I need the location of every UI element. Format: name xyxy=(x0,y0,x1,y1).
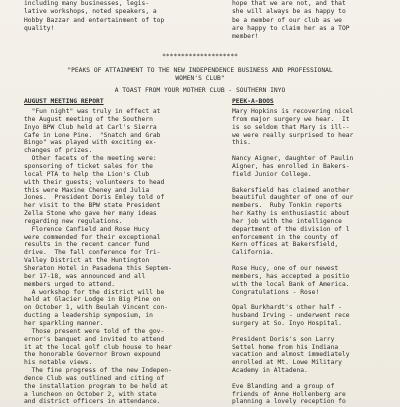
right-column-line: Nancy Aigner, daughter of Paulin xyxy=(232,155,354,163)
right-column-line: her job with the intelligence xyxy=(232,217,342,225)
headline-line-2: WOMEN'S CLUB" xyxy=(175,75,225,82)
top-right-line: she will always be as happy to xyxy=(232,8,346,16)
right-column-line: Aigner, has enrolled in Bakers- xyxy=(232,162,350,170)
left-column-line: the August meeting of the Southern xyxy=(24,115,153,123)
left-column-line: Valley District at the Huntington xyxy=(24,257,150,265)
left-column-line: regarding new regulations. xyxy=(24,217,123,225)
top-right-line: are happy to claim her as a TOP xyxy=(232,24,350,32)
right-column-line: Eve Blanding and a group of xyxy=(232,382,335,390)
right-column-line: friends of Anne Hollenberg are xyxy=(232,390,346,398)
right-column-line: is so seldom that Mary is ill-- xyxy=(232,123,350,131)
right-column-line: department of the division of l xyxy=(232,225,350,233)
right-column-line: Congratulations - Rose! xyxy=(232,288,320,296)
right-column-line: vacation and almost immediately xyxy=(232,351,350,359)
star-divider: ******************** xyxy=(162,53,238,60)
right-column-line: members. Ruby Tonkin reports xyxy=(232,202,342,210)
left-column-line: held at Glacier Lodge in Big Pine on xyxy=(24,296,161,304)
top-right-line: be a member of our club as we xyxy=(232,16,342,24)
left-column-line: ernor's banquet and invited to attend xyxy=(24,335,165,343)
left-column-line: members urged to attend. xyxy=(24,280,115,288)
left-column-line: changes of prizes. xyxy=(24,147,93,155)
left-column-line: "Fun night" was truly in effect at xyxy=(24,108,161,115)
right-column-line: California. xyxy=(232,249,274,257)
top-right-line: member! xyxy=(232,33,259,41)
right-column-line: with the local Bank of America. xyxy=(232,280,350,288)
left-column-line: Bingo" was played with exciting ex- xyxy=(24,139,157,147)
left-column-line: Other facets of the meeting were: xyxy=(24,155,157,163)
right-column-line: field Junior College. xyxy=(232,170,312,178)
subheadline: A TOAST FROM YOUR MOTHER CLUB - SOUTHERN INYO xyxy=(114,87,286,94)
top-left-line: lative workshops, noted speakers, a xyxy=(24,8,157,16)
left-column-line: drive. The fall conference for Tri- xyxy=(24,249,161,257)
right-column-heading: PEEK-A-BOOS xyxy=(232,98,274,105)
left-column-heading: AUGUST MEETING REPORT xyxy=(24,98,104,105)
top-left-line: including many businesses, legis- xyxy=(24,0,150,7)
left-column-line: Inyo BPW Club held at Carl's Sierra xyxy=(24,123,157,131)
left-column-line: Sheraton Hotel in Pasadena this Septem- xyxy=(24,265,172,272)
headline-line-1: "PEAKS OF ATTAINMENT TO THE NEW INDEPENDENCE BUSINESS AND PROFESSIONAL xyxy=(67,67,333,74)
left-column-line: her visit to the BPW state President xyxy=(24,202,161,210)
left-column-line: Florence Canfield and Rose Hucy xyxy=(24,225,150,233)
left-column-line: his notable views. xyxy=(24,359,93,367)
left-column-line: A workshop for the district will be xyxy=(24,288,165,296)
right-column-line: husband Irving - underwent rece xyxy=(232,312,350,320)
right-column-line: Kern offices at Bakersfield, xyxy=(232,241,339,249)
left-column-line: sponsoring of ticket sales for the xyxy=(24,162,153,170)
left-column-line: on October 1, with Beulah Vincent con- xyxy=(24,304,169,312)
left-column-line: the honorable Governor Brown expound xyxy=(24,351,161,359)
right-column-line: beautiful daughter of one of our xyxy=(232,194,354,202)
left-column-line: and district officers in attendance. xyxy=(24,398,161,406)
left-column-line: with their guests; volunteers to head xyxy=(24,178,165,186)
right-column-line: planning a lovely reception fo xyxy=(232,398,346,406)
right-column-line: her Kathy is enthusiastic about xyxy=(232,210,350,218)
left-column-line: local PTA to help the Lion's Club xyxy=(24,170,150,178)
right-column-line: surgery at So. Inyo Hospital. xyxy=(232,319,342,327)
top-left-line: quality! xyxy=(24,24,55,32)
left-column-line: ducting a leadership symposium, in xyxy=(24,312,153,320)
right-column-line: we were really surprised to hear xyxy=(232,131,354,139)
right-column-line: members, has accepted a positio xyxy=(232,272,350,280)
right-column-line: Academy in Altadena. xyxy=(232,367,308,375)
right-column-line: this. xyxy=(232,139,251,147)
right-column-line: Bakersfield has claimed another xyxy=(232,186,350,194)
right-column-line: enrolled at Mt. Lowe Military xyxy=(232,359,342,367)
left-column-line: a luncheon on October 2, with state xyxy=(24,390,157,398)
left-column-line: ber 17-18, was announced and all xyxy=(24,272,146,280)
right-column-line: enforcement in the county of xyxy=(232,233,339,241)
top-right-line: hope that we are not, and that xyxy=(232,0,346,7)
left-column-line: Zella Stone who gave her many ideas xyxy=(24,210,157,218)
left-column-line: Cafe in Lone Pine. "Snatch and Grab xyxy=(24,131,161,139)
left-column-line: this were Maxine Cheney and Julia xyxy=(24,186,150,194)
left-column-line: were commended for their exceptional xyxy=(24,233,161,241)
left-column-line: the installation program to be held at xyxy=(24,382,169,390)
left-column-line: her sparkling manner. xyxy=(24,319,104,327)
left-column-line: it at the local golf club house to hear xyxy=(24,343,172,351)
left-column-line: results in the recent cancer fund xyxy=(24,241,150,249)
top-left-line: Hobby Bazzar and entertainment of top xyxy=(24,16,165,24)
right-column-line: Rose Hucy, one of our newest xyxy=(232,265,339,272)
right-column-line: Mary Hopkins is recovering nicel xyxy=(232,108,354,115)
left-column-line: The fine progress of the new Indepen- xyxy=(24,367,172,375)
right-column-line: President Doris's son Larry xyxy=(232,335,335,343)
left-column-line: Jones. President Doris Emley told of xyxy=(24,194,165,202)
right-column-line: Opal Burkhardt's other half - xyxy=(232,304,342,312)
left-column-line: Those present were told of the gov- xyxy=(24,327,165,335)
right-column-line: from major surgery we hear. It xyxy=(232,115,350,123)
left-column-line: dence Club was outlined and citing of xyxy=(24,374,165,382)
right-column-line: Settel home from his Indiana xyxy=(232,343,339,351)
